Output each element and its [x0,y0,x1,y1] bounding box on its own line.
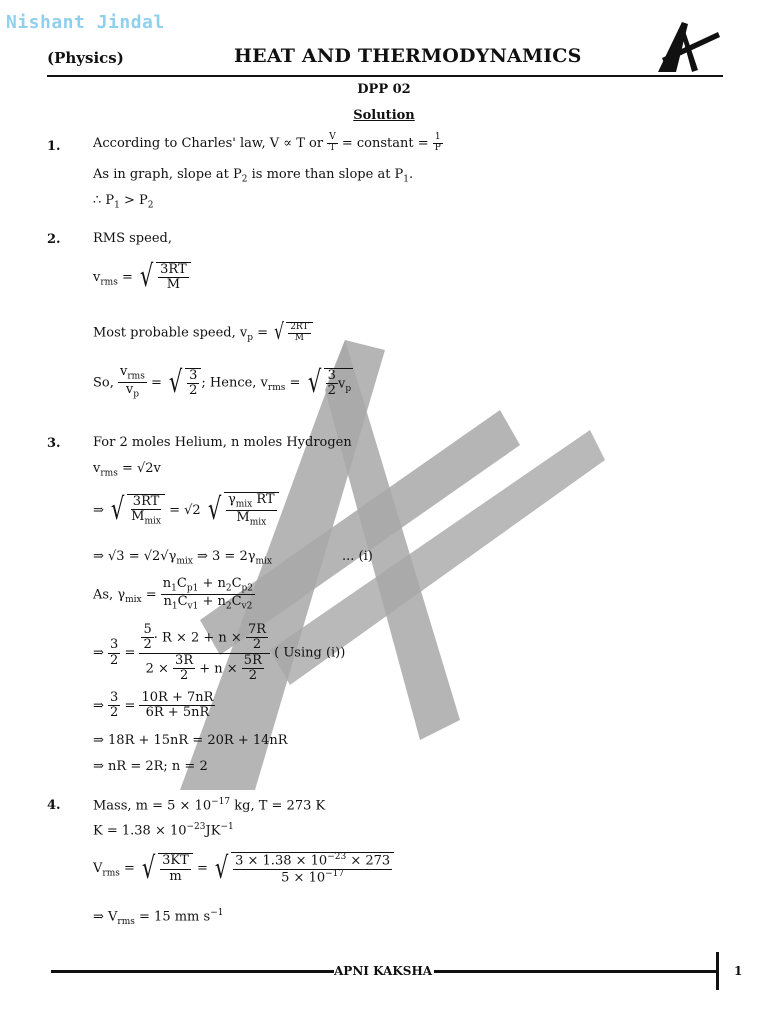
q1-line-2: As in graph, slope at $P_2$ is more than slope at $P_1$. [93,167,414,185]
question-number: 3. [47,436,61,451]
q4-line-3: $V_{rms}$ = √ $\frac{3KT}{m}$ = √ $\frac{3 \times 1.38 \times 10^{-23} \times 273}{5 \times 10^{-17}}$ [93,852,394,885]
q4-line-1: Mass, $m = 5 \times 10^{-17}$ kg, T = 273 K [93,797,326,814]
q3-line-4: ⇒ $√3 = √2√\gamma_{mix}$ ⇒ $3 = 2\gamma_{mix}$ [93,549,272,567]
q1-line-1: According to Charles' law, V ∝ T or $\frac{V}{T}$ = constant = $\frac{1}{P}$ [93,132,441,153]
q1-line-3: ∴ $P_1 > P_2$ [93,193,154,211]
q3-line-7: ⇒ $\frac{3}{2}$ = $\frac{10R + 7nR}{6R + 5nR}$ [93,690,214,721]
footer-rule-left [51,970,334,973]
q3-line-2: $v_{rms} = √2v$ [93,461,161,479]
q3-line-6: ⇒ $\frac{3}{2}$ = $\frac{5}{2}$ · R × 2 + n × $\frac{7R}{2}$ 2 × $\frac{3R}{2}$ + n × $\frac{5R}{2}$ ( Using (i)) [93,622,346,683]
page-number: 1 [734,964,743,978]
footer-brand: APNI KAKSHA [334,964,433,978]
q3-line-9: ⇒ nR = 2R; n = 2 [93,759,208,774]
q2-line-4: So, $v_{rms}$ $v_p$ = √ $\frac{3}{2}$ ; Hence, $v_{rms}$ = √ $\frac{3}{2}$ $v_p$ [93,364,352,401]
q3-line-3: ⇒ √ 3RT $M_{mix}$ = √2 √ $\gamma_{mix}$ RT $M_{mix}$ [93,492,279,529]
q4-line-2: $K = 1.38 \times 10^{-23}JK^{-1}$ [93,822,234,839]
dpp-label: DPP 02 [357,82,411,97]
q2-line-2: $v_{rms}$ = √ $\frac{3RT}{M}$ [93,262,191,293]
q4-line-4: ⇒ $V_{rms} = 15$ mm $s^{-1}$ [93,908,224,927]
solution-heading: Solution [353,108,415,123]
subject-label: (Physics) [47,49,124,67]
q2-line-3: Most probable speed, $v_p$ = √ $\frac{2RT}{M}$ [93,322,313,344]
q3-line-5: As, $\gamma_{mix}$ = $\frac{n_1C_{p1} + n_2C_{p2}}{n_1C_{v1} + n_2C_{v2}}$ [93,576,254,613]
header-divider [47,75,723,77]
question-number: 1. [47,139,61,154]
footer-vertical-bar [716,952,719,990]
q2-line-1: RMS speed, [93,231,172,246]
question-number: 4. [47,798,61,813]
q3-line-1: For 2 moles Helium, n moles Hydrogen [93,435,352,450]
q3-line-8: ⇒ 18R + 15nR = 20R + 14nR [93,733,288,748]
page-title: HEAT AND THERMODYNAMICS [234,45,582,67]
question-number: 2. [47,232,61,247]
author-watermark: Nishant Jindal [6,12,165,33]
equation-tag: ... (i) [342,549,373,564]
apni-kaksha-logo-icon [652,18,722,76]
footer-rule-right [434,970,718,973]
